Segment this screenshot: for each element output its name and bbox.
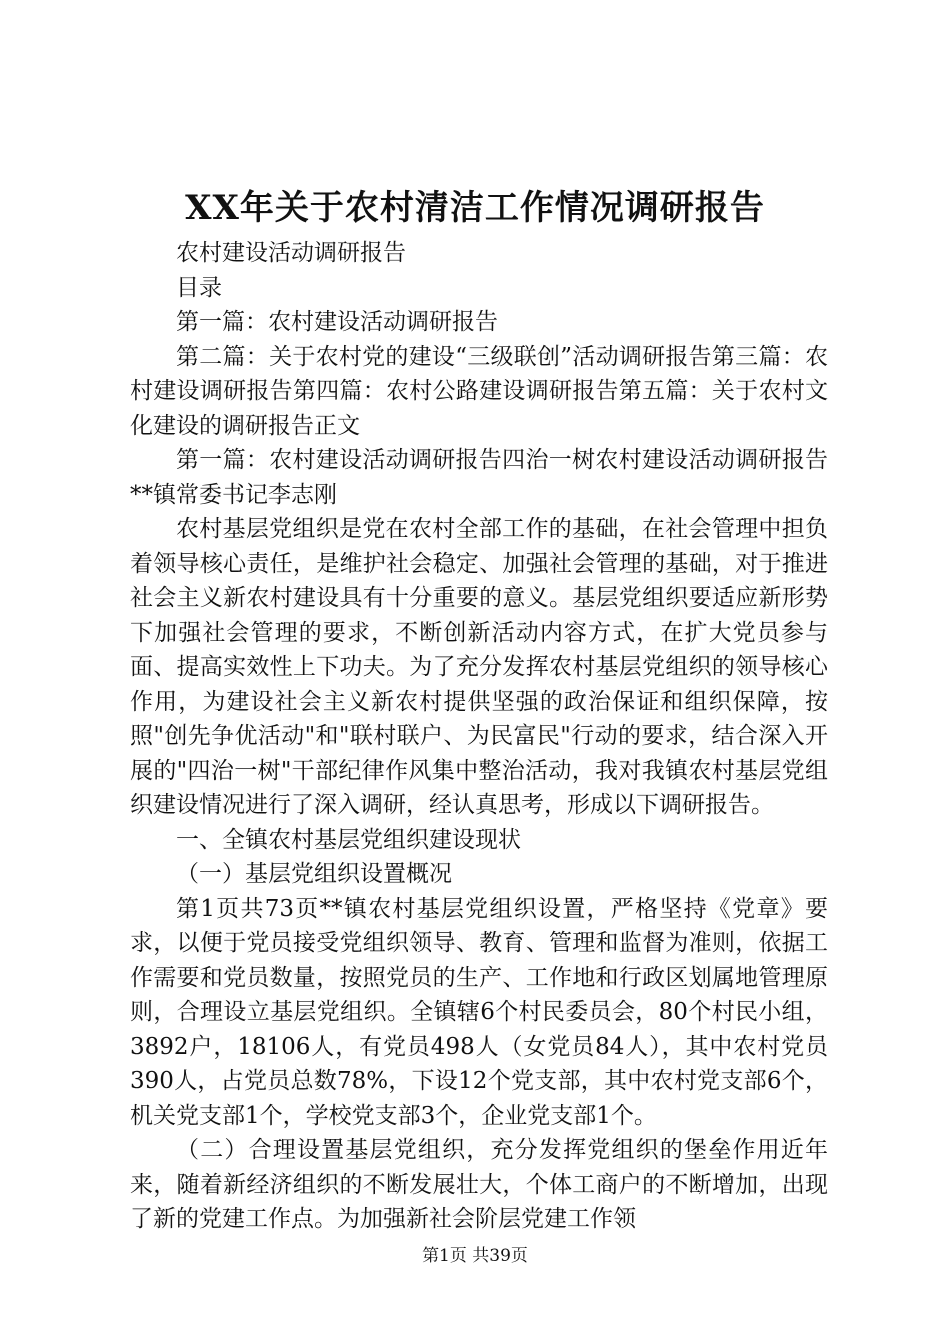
paragraph-toc-item-1: 第一篇：农村建设活动调研报告 bbox=[176, 309, 498, 335]
paragraph-toc-items: 第二篇：关于农村党的建设“三级联创”活动调研报告第三篇：农村建设调研报告第四篇：农村公路建设调研报告第五篇：关于农村文化建设的调研报告正文 bbox=[130, 343, 828, 439]
paragraph-body: 第1页共73页**镇农村基层党组织设置，严格坚持《党章》要求，以便于党员接受党组织领导、教育、管理和监督为准则，依据工作需要和党员数量，按照党员的生产、工作地和行政区划属地管理原则，合理设立基层党组织。全镇辖6个村民委员会，80个村民小组，3892户，18106人，有党员498人（女党员84人），其中农村党员390人，占党员总数78%，下设12个党支部，其中农村党支部6个，机关党支部1个，学校党支部3个，企业党支部1个。 bbox=[130, 895, 828, 1129]
paragraph-toc-heading: 目录 bbox=[176, 274, 222, 301]
paragraph-heading-1: 一、全镇农村基层党组织建设现状 bbox=[176, 826, 521, 853]
paragraph-heading-1-1: （一）基层党组织设置概况 bbox=[176, 861, 452, 887]
document-title: XX年关于农村清洁工作情况调研报告 bbox=[185, 188, 765, 228]
paragraph-subtitle: 农村建设活动调研报告 bbox=[176, 240, 406, 266]
paragraph-section-intro: 第一篇：农村建设活动调研报告四治一树农村建设活动调研报告**镇常委书记李志刚 bbox=[130, 447, 828, 508]
page-footer: 第1页 共39页 bbox=[422, 1246, 528, 1266]
paragraph-body: （二）合理设置基层党组织，充分发挥党组织的堡垒作用近年来，随着新经济组织的不断发展壮大，个体工商户的不断增加，出现了新的党建工作点。为加强新社会阶层党建工作领 bbox=[130, 1137, 828, 1232]
document-body bbox=[130, 236, 828, 1237]
paragraph-body: 农村基层党组织是党在农村全部工作的基础，在社会管理中担负着领导核心责任，是维护社会稳定、加强社会管理的基础，对于推进社会主义新农村建设具有十分重要的意义。基层党组织要适应新形势下加强社会管理的要求，不断创新活动内容方式，在扩大党员参与面、提高实效性上下功夫。为了充分发挥农村基层党组织的领导核心作用，为建设社会主义新农村提供坚强的政治保证和组织保障，按照"创先争优活动"和"联村联户、为民富民"行动的要求，结合深入开展的"四治一树"干部纪律作风集中整治活动，我对我镇农村基层党组织建设情况进行了深入调研，经认真思考，形成以下调研报告。 bbox=[130, 516, 828, 818]
